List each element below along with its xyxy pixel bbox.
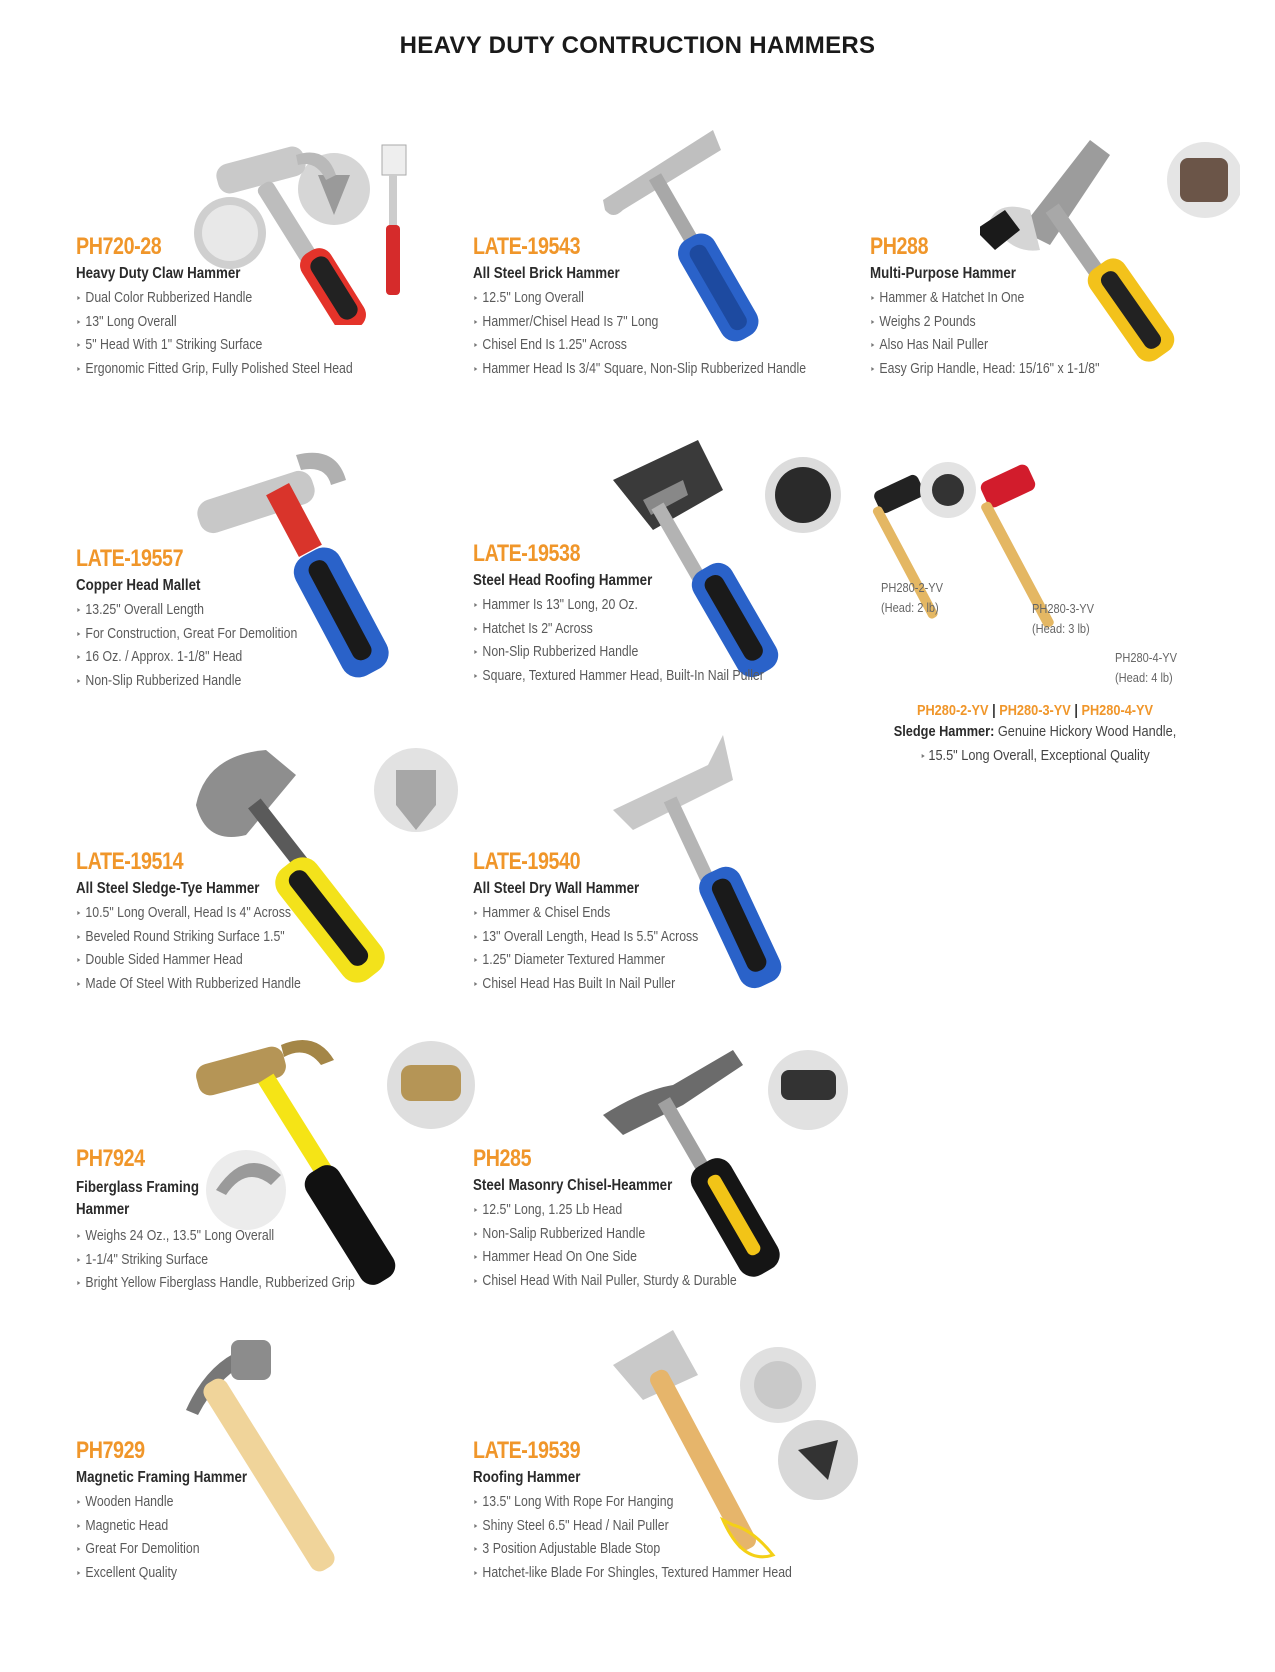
bullet-item: ‣ 13" Long Overall — [76, 311, 353, 335]
sledge-description-line-1 — [874, 721, 1197, 743]
sku-label: LATE-19557 — [76, 545, 184, 572]
bullet-item: ‣ 16 Oz. / Approx. 1-1/8" Head — [76, 646, 297, 670]
sku-label: PH7924 — [76, 1145, 145, 1172]
bullet-item: ‣ Chisel End Is 1.25" Across — [473, 334, 806, 358]
bullet-item: ‣ Hammer/Chisel Head Is 7" Long — [473, 311, 806, 335]
bullet-item: ‣ 3 Position Adjustable Blade Stop — [473, 1538, 792, 1562]
bullet-item: ‣ 13.5" Long With Rope For Hanging — [473, 1491, 792, 1515]
bullet-item: ‣ Square, Textured Hammer Head, Built-In Nail Puller — [473, 665, 764, 689]
bullet-item: ‣ Chisel Head Has Built In Nail Puller — [473, 973, 698, 997]
sku-label: LATE-19514 — [76, 848, 184, 875]
bullet-item: ‣ 5" Head With 1" Striking Surface — [76, 334, 353, 358]
bullet-item: ‣ Hammer & Hatchet In One — [870, 287, 1099, 311]
bullet-item: ‣ Non-Slip Rubberized Handle — [76, 670, 297, 694]
bullet-item: ‣ Non-Salip Rubberized Handle — [473, 1223, 737, 1247]
bullet-item: ‣ 1.25" Diameter Textured Hammer — [473, 949, 698, 973]
bullet-item: ‣ 12.5" Long, 1.25 Lb Head — [473, 1199, 737, 1223]
product-late-19539 — [473, 1320, 853, 1605]
bullet-item: ‣ 13" Overall Length, Head Is 5.5" Across — [473, 926, 698, 950]
sku-label: LATE-19539 — [473, 1437, 581, 1464]
bullet-item: ‣ Bright Yellow Fiberglass Handle, Rubberized Grip — [76, 1272, 355, 1296]
product-name: Heavy Duty Claw Hammer — [76, 265, 241, 282]
separator: | — [1074, 702, 1078, 719]
sku-label: PH7929 — [76, 1437, 145, 1464]
bullet-item: ‣ 10.5" Long Overall, Head Is 4" Across — [76, 902, 301, 926]
product-late-19540 — [473, 735, 853, 1005]
bullet-item: ‣ Hatchet Is 2" Across — [473, 618, 764, 642]
bullet-item: ‣ Hammer & Chisel Ends — [473, 902, 698, 926]
product-name: Fiberglass Framing Hammer — [76, 1179, 199, 1218]
sledge-sku: PH280-3-YV — [999, 702, 1071, 719]
product-name: Steel Masonry Chisel-Heammer — [473, 1177, 673, 1194]
product-ph285 — [473, 1035, 853, 1305]
separator: | — [992, 702, 996, 719]
product-name: Roofing Hammer — [473, 1469, 581, 1486]
sku-label: LATE-19538 — [473, 540, 581, 567]
product-ph720-28 — [76, 135, 456, 395]
bullet-item: ‣ Weighs 2 Pounds — [870, 311, 1099, 335]
sledge-description-line-2: ‣ 15.5" Long Overall, Exceptional Quality — [920, 747, 1150, 764]
product-name: Steel Head Roofing Hammer — [473, 572, 653, 589]
product-name: Magnetic Framing Hammer — [76, 1469, 248, 1486]
sledge-label: Sledge Hammer: — [893, 723, 995, 740]
bullet-item: ‣ Dual Color Rubberized Handle — [76, 287, 353, 311]
product-name: All Steel Dry Wall Hammer — [473, 880, 640, 897]
variant-code: PH280-4-YV — [1115, 650, 1178, 665]
product-late-19557 — [76, 445, 456, 705]
sledge-variant-2lb — [881, 578, 943, 618]
bullet-item: ‣ Hammer Head Is 3/4" Square, Non-Slip Rubberized Handle — [473, 358, 806, 382]
sledge-variant-4lb — [1115, 648, 1177, 688]
sledge-sku: PH280-2-YV — [916, 702, 989, 719]
sledge-desc-text: Genuine Hickory Wood Handle, — [997, 723, 1177, 740]
bullet-item: ‣ 1-1/4" Striking Surface — [76, 1249, 355, 1273]
product-ph288 — [870, 130, 1250, 395]
sledge-sku-line — [874, 702, 1197, 719]
bullet-item: ‣ Double Sided Hammer Head — [76, 949, 301, 973]
sku-label: PH720-28 — [76, 233, 162, 260]
variant-code: PH280-2-YV — [881, 580, 944, 595]
sku-label: PH288 — [870, 233, 929, 260]
bullet-item: ‣ Weighs 24 Oz., 13.5" Long Overall — [76, 1225, 355, 1249]
bullet-item: ‣ Shiny Steel 6.5" Head / Nail Puller — [473, 1515, 792, 1539]
sledge-summary — [845, 702, 1225, 768]
sku-label: PH285 — [473, 1145, 532, 1172]
bullet-item: ‣ Beveled Round Striking Surface 1.5" — [76, 926, 301, 950]
sku-label: LATE-19540 — [473, 848, 581, 875]
bullet-item: ‣ Easy Grip Handle, Head: 15/16" x 1-1/8" — [870, 358, 1099, 382]
product-name: Copper Head Mallet — [76, 577, 201, 594]
variant-head: (Head: 2 lb) — [881, 600, 939, 615]
variant-code: PH280-3-YV — [1032, 601, 1095, 616]
bullet-item: ‣ Chisel Head With Nail Puller, Sturdy & Durable — [473, 1270, 737, 1294]
bullet-item: ‣ 12.5" Long Overall — [473, 287, 806, 311]
bullet-item: ‣ Excellent Quality — [76, 1562, 239, 1586]
bullet-item: ‣ Hatchet-like Blade For Shingles, Textured Hammer Head — [473, 1562, 792, 1586]
product-ph7929 — [76, 1335, 456, 1605]
product-late-19543 — [473, 130, 853, 395]
variant-head: (Head: 4 lb) — [1115, 670, 1173, 685]
bullet-item: ‣ Made Of Steel With Rubberized Handle — [76, 973, 301, 997]
product-name: Multi-Purpose Hammer — [870, 265, 1016, 282]
bullet-item: ‣ Ergonomic Fitted Grip, Fully Polished Steel Head — [76, 358, 353, 382]
bullet-item: ‣ For Construction, Great For Demolition — [76, 623, 297, 647]
bullet-item: ‣ Non-Slip Rubberized Handle — [473, 641, 764, 665]
sledge-sku: PH280-4-YV — [1081, 702, 1154, 719]
product-late-19538 — [473, 440, 853, 705]
variant-head: (Head: 3 lb) — [1032, 621, 1090, 636]
bullet-item: ‣ Hammer Head On One Side — [473, 1246, 737, 1270]
product-ph7924 — [76, 1035, 456, 1305]
product-name: All Steel Brick Hammer — [473, 265, 620, 282]
bullet-item: ‣ 13.25" Overall Length — [76, 599, 297, 623]
bullet-item: ‣ Wooden Handle — [76, 1491, 239, 1515]
product-late-19514 — [76, 745, 456, 1005]
product-name: All Steel Sledge-Tye Hammer — [76, 880, 260, 897]
bullet-item: ‣ Great For Demolition — [76, 1538, 239, 1562]
sledge-variant-3lb — [1032, 599, 1094, 639]
sledge-desc-text: 15.5" Long Overall, Exceptional Quality — [928, 747, 1150, 764]
bullet-item: ‣ Magnetic Head — [76, 1515, 239, 1539]
page-title: HEAVY DUTY CONTRUCTION HAMMERS — [399, 32, 876, 59]
bullet-item: ‣ Also Has Nail Puller — [870, 334, 1099, 358]
sku-label: LATE-19543 — [473, 233, 581, 260]
bullet-item: ‣ Hammer Is 13" Long, 20 Oz. — [473, 594, 764, 618]
